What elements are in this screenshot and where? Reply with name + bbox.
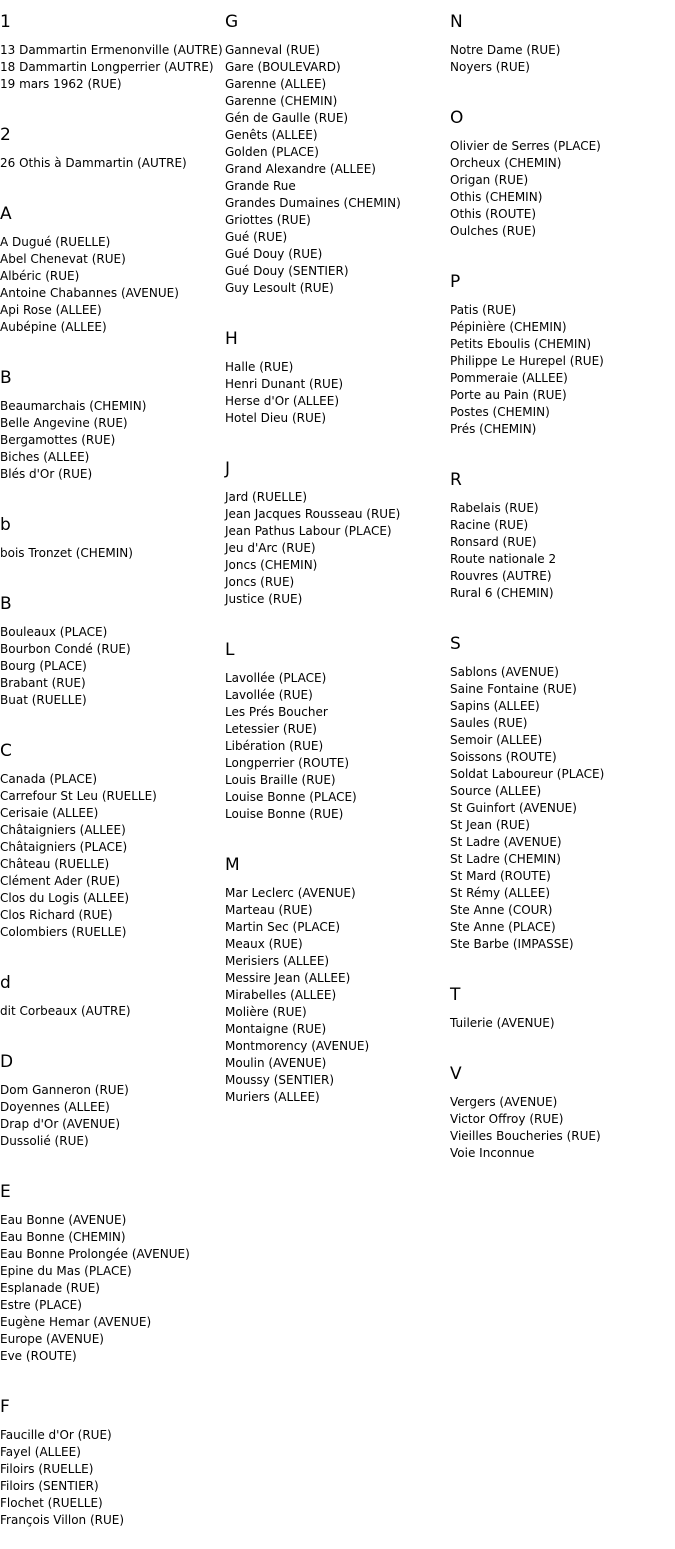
street-name-item: Vieilles Boucheries (RUE)	[450, 1129, 601, 1143]
street-name-item: Buat (RUELLE)	[0, 693, 87, 707]
street-name-item: Eau Bonne Prolongée (AVENUE)	[0, 1247, 190, 1261]
street-name-item: Jean Pathus Labour (PLACE)	[225, 524, 392, 538]
street-list	[450, 42, 672, 76]
street-name-item: Soissons (ROUTE)	[450, 750, 557, 764]
letter-section	[0, 1397, 222, 1549]
street-name-item: Ste Barbe (IMPASSE)	[450, 937, 574, 951]
street-name-item: Marteau (RUE)	[225, 903, 313, 917]
street-name-item: Jean Jacques Rousseau (RUE)	[225, 507, 401, 521]
street-name-item: 18 Dammartin Longperrier (AUTRE)	[0, 60, 214, 74]
street-list	[0, 1427, 222, 1529]
street-name-item: Mirabelles (ALLEE)	[225, 988, 337, 1002]
street-list	[0, 1003, 222, 1020]
street-name-item: Beaumarchais (CHEMIN)	[0, 399, 147, 413]
street-name-item: Voie Inconnue	[450, 1146, 535, 1160]
street-name-item: Semoir (ALLEE)	[450, 733, 543, 747]
street-name-item: Château (RUELLE)	[0, 857, 110, 871]
street-name-item: Eau Bonne (AVENUE)	[0, 1213, 127, 1227]
street-name-item: Filoirs (SENTIER)	[0, 1479, 99, 1493]
street-index-column-1	[0, 0, 222, 1549]
street-name-item: Joncs (CHEMIN)	[225, 558, 318, 572]
street-name-item: Henri Dunant (RUE)	[225, 377, 344, 391]
letter-section	[0, 973, 222, 1040]
street-name-item: Dussolié (RUE)	[0, 1134, 89, 1148]
street-name-item: Montmorency (AVENUE)	[225, 1039, 370, 1053]
street-list	[225, 670, 447, 823]
street-name-item: Rabelais (RUE)	[450, 501, 539, 515]
street-name-item: Saine Fontaine (RUE)	[450, 682, 577, 696]
letter-section	[0, 204, 222, 356]
street-name-item: Mar Leclerc (AVENUE)	[225, 886, 356, 900]
street-name-item: Cerisaie (ALLEE)	[0, 806, 99, 820]
letter-section	[0, 515, 222, 582]
street-name-item: Bouleaux (PLACE)	[0, 625, 108, 639]
street-name-item: François Villon (RUE)	[0, 1513, 125, 1527]
street-name-item: Joncs (RUE)	[225, 575, 295, 589]
street-name-item: Biches (ALLEE)	[0, 450, 90, 464]
section-letter-heading: J	[225, 459, 231, 479]
street-name-item: Blés d'Or (RUE)	[0, 467, 93, 481]
section-letter-heading: E	[0, 1182, 11, 1202]
section-letter-heading: B	[0, 594, 12, 614]
street-name-item: Merisiers (ALLEE)	[225, 954, 330, 968]
street-name-item: Soldat Laboureur (PLACE)	[450, 767, 605, 781]
street-name-item: Dom Ganneron (RUE)	[0, 1083, 129, 1097]
street-list	[450, 1094, 672, 1162]
street-name-item: 19 mars 1962 (RUE)	[0, 77, 122, 91]
street-name-item: Sablons (AVENUE)	[450, 665, 559, 679]
street-name-item: Griottes (RUE)	[225, 213, 311, 227]
section-letter-heading: O	[450, 108, 464, 128]
street-name-item: Ganneval (RUE)	[225, 43, 320, 57]
street-name-item: Bourg (PLACE)	[0, 659, 87, 673]
street-name-item: Jeu d'Arc (RUE)	[225, 541, 316, 555]
street-name-item: Clos Richard (RUE)	[0, 908, 113, 922]
street-name-item: Louise Bonne (PLACE)	[225, 790, 357, 804]
street-list	[0, 771, 222, 941]
section-letter-heading: D	[0, 1052, 14, 1072]
street-name-item: Lavollée (PLACE)	[225, 671, 327, 685]
street-name-item: Letessier (RUE)	[225, 722, 317, 736]
street-name-item: Pépinière (CHEMIN)	[450, 320, 567, 334]
street-name-item: Rouvres (AUTRE)	[450, 569, 552, 583]
section-letter-heading: N	[450, 12, 463, 32]
street-name-item: Meaux (RUE)	[225, 937, 303, 951]
street-list	[225, 359, 447, 427]
street-name-item: Origan (RUE)	[450, 173, 529, 187]
street-name-item: Louise Bonne (RUE)	[225, 807, 344, 821]
street-name-item: Justice (RUE)	[225, 592, 303, 606]
street-name-item: Genêts (ALLEE)	[225, 128, 318, 142]
letter-section	[0, 368, 222, 503]
street-name-item: Châtaigniers (PLACE)	[0, 840, 128, 854]
letter-section	[450, 634, 672, 973]
street-list	[450, 138, 672, 240]
street-name-item: Belle Angevine (RUE)	[0, 416, 128, 430]
street-name-item: Petits Eboulis (CHEMIN)	[450, 337, 592, 351]
street-name-item: Eve (ROUTE)	[0, 1349, 77, 1363]
street-list	[450, 500, 672, 602]
street-index-column-2	[225, 0, 447, 1126]
street-name-item: Estre (PLACE)	[0, 1298, 82, 1312]
street-name-item: Herse d'Or (ALLEE)	[225, 394, 340, 408]
street-name-item: Moulin (AVENUE)	[225, 1056, 327, 1070]
street-name-item: Noyers (RUE)	[450, 60, 530, 74]
street-name-item: Garenne (ALLEE)	[225, 77, 327, 91]
letter-section	[0, 12, 222, 113]
street-name-item: Les Prés Boucher	[225, 705, 328, 719]
street-name-item: 13 Dammartin Ermenonville (AUTRE)	[0, 43, 223, 57]
letter-section	[450, 985, 672, 1052]
street-name-item: Louis Braille (RUE)	[225, 773, 336, 787]
street-name-item: Brabant (RUE)	[0, 676, 86, 690]
street-name-item: Postes (CHEMIN)	[450, 405, 550, 419]
street-name-item: Fayel (ALLEE)	[0, 1445, 81, 1459]
street-list	[225, 42, 447, 297]
letter-section	[450, 1064, 672, 1182]
street-name-item: Carrefour St Leu (RUELLE)	[0, 789, 157, 803]
street-name-item: St Ladre (CHEMIN)	[450, 852, 561, 866]
street-name-item: Othis (ROUTE)	[450, 207, 536, 221]
street-name-item: Messire Jean (ALLEE)	[225, 971, 351, 985]
street-index-column-3	[450, 0, 672, 1182]
letter-section	[0, 125, 222, 192]
street-name-item: Muriers (ALLEE)	[225, 1090, 320, 1104]
street-name-item: Canada (PLACE)	[0, 772, 97, 786]
section-letter-heading: H	[225, 329, 238, 349]
street-name-item: Sapins (ALLEE)	[450, 699, 540, 713]
section-letter-heading: B	[0, 368, 12, 388]
street-name-item: Hotel Dieu (RUE)	[225, 411, 327, 425]
street-name-item: Libération (RUE)	[225, 739, 324, 753]
street-name-item: Jard (RUELLE)	[225, 490, 308, 504]
letter-section	[450, 470, 672, 622]
street-name-item: Montaigne (RUE)	[225, 1022, 327, 1036]
section-letter-heading: d	[0, 973, 11, 993]
street-name-item: Racine (RUE)	[450, 518, 529, 532]
letter-section	[225, 855, 447, 1126]
street-name-item: Gué Douy (RUE)	[225, 247, 323, 261]
street-name-item: dit Corbeaux (AUTRE)	[0, 1004, 131, 1018]
street-name-item: Moussy (SENTIER)	[225, 1073, 335, 1087]
street-name-item: Api Rose (ALLEE)	[0, 303, 102, 317]
street-name-item: Vergers (AVENUE)	[450, 1095, 558, 1109]
street-name-item: Rural 6 (CHEMIN)	[450, 586, 554, 600]
street-name-item: Bourbon Condé (RUE)	[0, 642, 131, 656]
street-name-item: St Rémy (ALLEE)	[450, 886, 551, 900]
street-list	[225, 885, 447, 1106]
street-name-item: Philippe Le Hurepel (RUE)	[450, 354, 604, 368]
street-name-item: Aubépine (ALLEE)	[0, 320, 107, 334]
section-letter-heading: 2	[0, 125, 11, 145]
street-name-item: Clément Ader (RUE)	[0, 874, 121, 888]
street-list	[450, 1015, 672, 1032]
street-name-item: Eugène Hemar (AVENUE)	[0, 1315, 152, 1329]
street-name-item: Gué Douy (SENTIER)	[225, 264, 349, 278]
street-list	[450, 302, 672, 438]
street-name-item: Clos du Logis (ALLEE)	[0, 891, 130, 905]
street-list	[0, 42, 222, 93]
street-name-item: Bergamottes (RUE)	[0, 433, 116, 447]
street-name-item: Gén de Gaulle (RUE)	[225, 111, 349, 125]
street-name-item: Ste Anne (PLACE)	[450, 920, 556, 934]
section-letter-heading: S	[450, 634, 461, 654]
street-name-item: Source (ALLEE)	[450, 784, 542, 798]
street-name-item: Ronsard (RUE)	[450, 535, 537, 549]
section-letter-heading: C	[0, 741, 12, 761]
letter-section	[0, 1182, 222, 1385]
street-name-item: Gare (BOULEVARD)	[225, 60, 341, 74]
street-name-item: Grand Alexandre (ALLEE)	[225, 162, 376, 176]
street-list	[0, 155, 222, 172]
street-name-item: Olivier de Serres (PLACE)	[450, 139, 601, 153]
street-name-item: Faucille d'Or (RUE)	[0, 1428, 112, 1442]
street-name-item: bois Tronzet (CHEMIN)	[0, 546, 133, 560]
section-letter-heading: R	[450, 470, 462, 490]
street-name-item: Golden (PLACE)	[225, 145, 319, 159]
street-name-item: Tuilerie (AVENUE)	[450, 1016, 555, 1030]
street-name-item: Martin Sec (PLACE)	[225, 920, 341, 934]
street-name-item: Doyennes (ALLEE)	[0, 1100, 110, 1114]
street-name-item: Flochet (RUELLE)	[0, 1496, 103, 1510]
street-name-item: Route nationale 2	[450, 552, 557, 566]
street-name-item: Europe (AVENUE)	[0, 1332, 104, 1346]
street-name-item: Colombiers (RUELLE)	[0, 925, 127, 939]
street-list	[0, 234, 222, 336]
section-letter-heading: b	[0, 515, 11, 535]
street-name-item: Drap d'Or (AVENUE)	[0, 1117, 121, 1131]
letter-section	[0, 741, 222, 961]
street-name-item: Abel Chenevat (RUE)	[0, 252, 126, 266]
street-name-item: Longperrier (ROUTE)	[225, 756, 350, 770]
street-name-item: St Guinfort (AVENUE)	[450, 801, 577, 815]
street-name-item: Antoine Chabannes (AVENUE)	[0, 286, 179, 300]
letter-section	[225, 12, 447, 317]
letter-section	[450, 272, 672, 458]
street-list	[0, 1212, 222, 1365]
street-name-item: Othis (CHEMIN)	[450, 190, 543, 204]
street-name-item: Guy Lesoult (RUE)	[225, 281, 334, 295]
street-name-item: St Jean (RUE)	[450, 818, 530, 832]
street-list	[0, 545, 222, 562]
street-name-item: St Mard (ROUTE)	[450, 869, 551, 883]
street-name-item: 26 Othis à Dammartin (AUTRE)	[0, 156, 187, 170]
street-name-item: Halle (RUE)	[225, 360, 294, 374]
street-name-item: Grande Rue	[225, 179, 296, 193]
street-list	[225, 489, 447, 608]
street-list	[0, 624, 222, 709]
street-list	[0, 1082, 222, 1150]
section-letter-heading: P	[450, 272, 461, 292]
letter-section	[450, 12, 672, 96]
section-letter-heading: G	[225, 12, 239, 32]
letter-section	[225, 329, 447, 447]
street-name-item: St Ladre (AVENUE)	[450, 835, 562, 849]
letter-section	[225, 459, 447, 628]
street-name-item: Epine du Mas (PLACE)	[0, 1264, 132, 1278]
street-name-item: Victor Offroy (RUE)	[450, 1112, 564, 1126]
street-name-item: Saules (RUE)	[450, 716, 528, 730]
section-letter-heading: A	[0, 204, 12, 224]
street-name-item: Esplanade (RUE)	[0, 1281, 100, 1295]
street-name-item: Prés (CHEMIN)	[450, 422, 537, 436]
section-letter-heading: M	[225, 855, 240, 875]
letter-section	[0, 1052, 222, 1170]
street-name-item: Filoirs (RUELLE)	[0, 1462, 94, 1476]
letter-section	[450, 108, 672, 260]
section-letter-heading: T	[450, 985, 461, 1005]
letter-section	[225, 640, 447, 843]
street-name-item: Eau Bonne (CHEMIN)	[0, 1230, 126, 1244]
street-name-item: Grandes Dumaines (CHEMIN)	[225, 196, 401, 210]
street-name-item: Patis (RUE)	[450, 303, 517, 317]
section-letter-heading: F	[0, 1397, 10, 1417]
street-name-item: Porte au Pain (RUE)	[450, 388, 567, 402]
letter-section	[0, 594, 222, 729]
street-name-item: Pommeraie (ALLEE)	[450, 371, 568, 385]
section-letter-heading: 1	[0, 12, 11, 32]
street-name-item: Châtaigniers (ALLEE)	[0, 823, 126, 837]
street-name-item: Molière (RUE)	[225, 1005, 307, 1019]
street-name-item: Ste Anne (COUR)	[450, 903, 553, 917]
street-name-item: Garenne (CHEMIN)	[225, 94, 338, 108]
street-name-item: Lavollée (RUE)	[225, 688, 313, 702]
street-name-item: Oulches (RUE)	[450, 224, 537, 238]
street-name-item: Albéric (RUE)	[0, 269, 80, 283]
street-name-item: Notre Dame (RUE)	[450, 43, 561, 57]
street-list	[450, 664, 672, 953]
street-name-item: Gué (RUE)	[225, 230, 288, 244]
street-name-item: Orcheux (CHEMIN)	[450, 156, 562, 170]
street-list	[0, 398, 222, 483]
street-name-item: A Dugué (RUELLE)	[0, 235, 111, 249]
section-letter-heading: L	[225, 640, 235, 660]
section-letter-heading: V	[450, 1064, 462, 1084]
